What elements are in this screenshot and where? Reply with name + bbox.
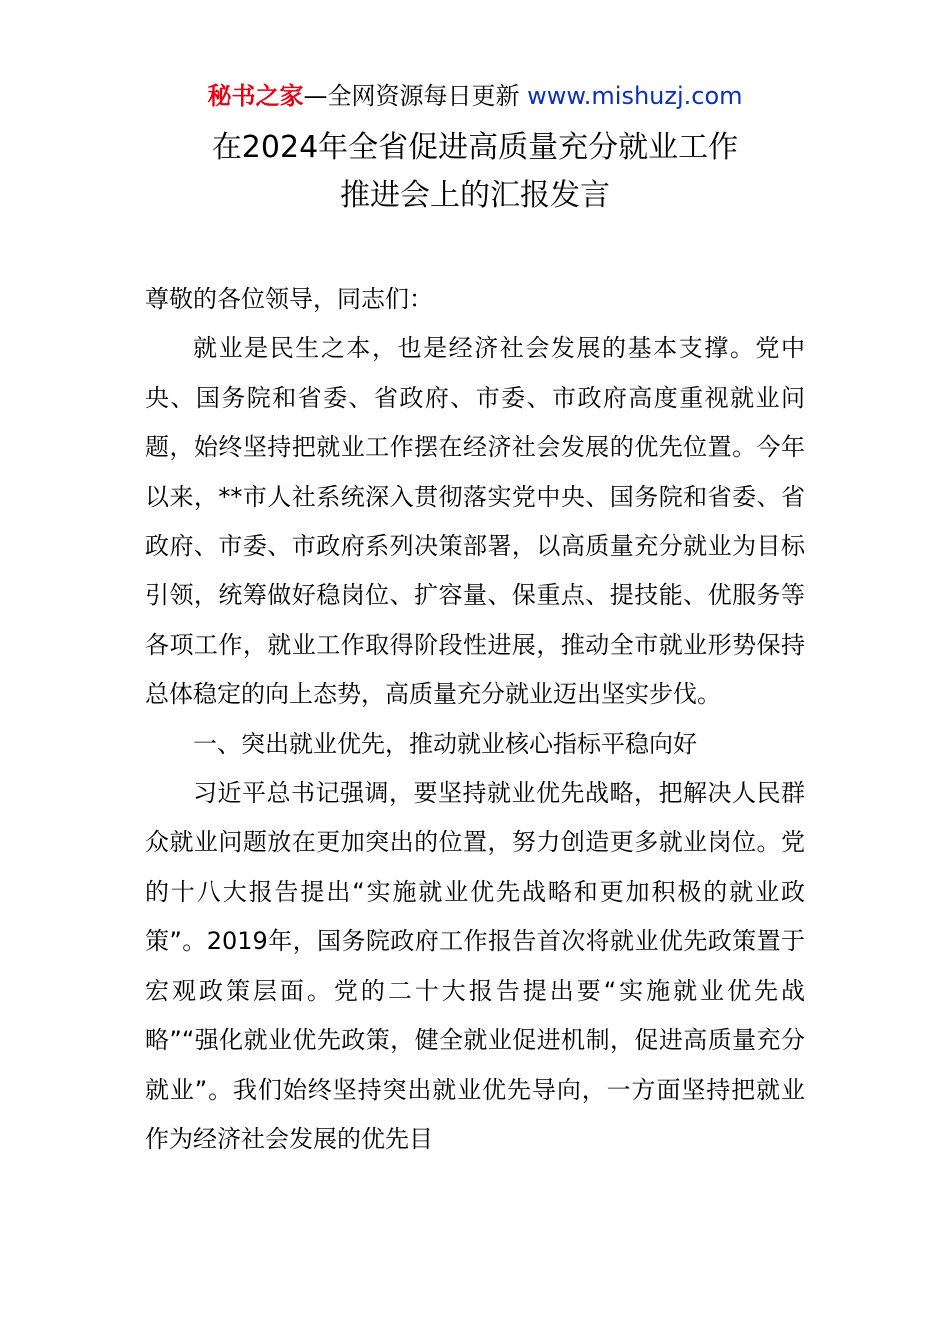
paragraph-section-1: 习近平总书记强调，要坚持就业优先战略，把解决人民群众就业问题放在更加突出的位置，努力创造更多就业岗位。党的十八大报告提出“实施就业优先战略和更加积极的就业政策”。2019年，国务院政府工作报告首次将就业优先政策置于宏观政策层面。党的二十大报告提出要“实施就业优先战略”“强化就业优先政策，健全就业促进机制，促进高质量充分就业”。我们始终坚持突出就业优先导向，一方面坚持把就业作为经济社会发展的优先目	[145, 779, 805, 1153]
paragraph-intro: 就业是民生之本，也是经济社会发展的基本支撑。党中央、国务院和省委、省政府、市委、市政府高度重视就业问题，始终坚持把就业工作摆在经济社会发展的优先位置。今年以来，**市人社系统深入贯彻落实党中央、国务院和省委、省政府、市委、市政府系列决策部署，以高质量充分就业为目标引领，统筹做好稳岗位、扩容量、保重点、提技能、优服务等各项工作，就业工作取得阶段性进展，推动全市就业形势保持总体稳定的向上态势，高质量充分就业迈出坚实步伐。	[145, 334, 805, 709]
document-title-line-2: 推进会上的汇报发言	[340, 178, 610, 213]
header-tagline: —全网资源每日更新	[303, 82, 528, 110]
document-body	[145, 275, 805, 1164]
site-url-link[interactable]: www.mishuzj.com	[527, 82, 743, 110]
brand-name: 秘书之家	[207, 82, 304, 110]
document-title-line-1: 在2024年全省促进高质量充分就业工作	[211, 130, 739, 165]
salutation: 尊敬的各位领导，同志们：	[145, 285, 433, 313]
site-header	[0, 80, 950, 112]
section-heading-1: 一、突出就业优先，推动就业核心指标平稳向好	[193, 729, 697, 758]
